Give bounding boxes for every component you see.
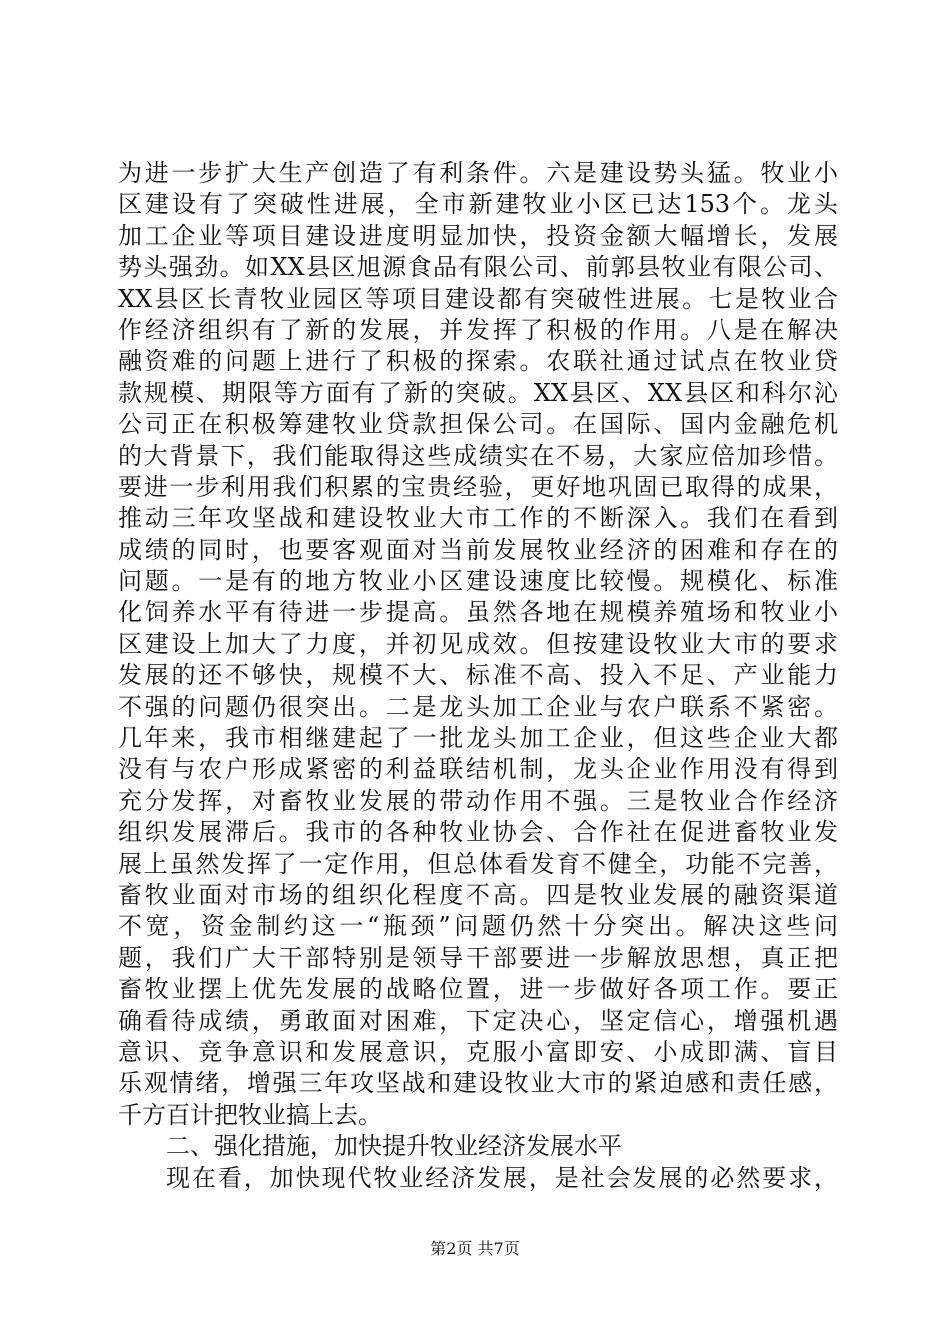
text-line: 不强的问题仍很突出。二是龙头加工企业与农户联系不紧密。 bbox=[118, 692, 838, 721]
text-line: 乐观情绪，增强三年攻坚战和建设牧业大市的紧迫感和责任感， bbox=[118, 1069, 838, 1098]
text-line: 推动三年攻坚战和建设牧业大市工作的不断深入。我们在看到 bbox=[118, 504, 838, 533]
text-line: 千方百计把牧业搞上去。 bbox=[118, 1100, 382, 1129]
text-line: 公司正在积极筹建牧业贷款担保公司。在国际、国内金融危机 bbox=[118, 410, 838, 439]
section-heading: 二、强化措施，加快提升牧业经济发展水平 bbox=[166, 1132, 622, 1161]
text-line: 现在看，加快现代牧业经济发展，是社会发展的必然要求， bbox=[166, 1163, 838, 1192]
text-line: 发展的还不够快，规模不大、标准不高、投入不足、产业能力 bbox=[118, 661, 838, 690]
text-line: 融资难的问题上进行了积极的探索。农联社通过试点在牧业贷 bbox=[118, 347, 838, 376]
text-line: 的大背景下，我们能取得这些成绩实在不易，大家应倍加珍惜。 bbox=[118, 441, 838, 470]
text-line: 区建设上加大了力度，并初见成效。但按建设牧业大市的要求 bbox=[118, 629, 838, 658]
text-line: 势头强劲。如XX县区旭源食品有限公司、前郭县牧业有限公司、 bbox=[118, 253, 838, 282]
text-line: 成绩的同时，也要客观面对当前发展牧业经济的困难和存在的 bbox=[118, 535, 838, 564]
text-line: 作经济组织有了新的发展，并发挥了积极的作用。八是在解决 bbox=[118, 315, 838, 344]
text-line: 畜牧业面对市场的组织化程度不高。四是牧业发展的融资渠道 bbox=[118, 880, 838, 909]
text-line: 畜牧业摆上优先发展的战略位置，进一步做好各项工作。要正 bbox=[118, 975, 838, 1004]
text-line: 款规模、期限等方面有了新的突破。XX县区、XX县区和科尔沁 bbox=[118, 378, 838, 407]
text-line: 不宽，资金制约这一“瓶颈”问题仍然十分突出。解决这些问 bbox=[118, 912, 838, 941]
text-line: 意识、竞争意识和发展意识，克服小富即安、小成即满、盲目 bbox=[118, 1037, 838, 1066]
text-line: 化饲养水平有待进一步提高。虽然各地在规模养殖场和牧业小 bbox=[118, 598, 838, 627]
text-line: 组织发展滞后。我市的各种牧业协会、合作社在促进畜牧业发 bbox=[118, 818, 838, 847]
text-line: 充分发挥，对畜牧业发展的带动作用不强。三是牧业合作经济 bbox=[118, 786, 838, 815]
text-line: 展上虽然发挥了一定作用，但总体看发育不健全，功能不完善， bbox=[118, 849, 838, 878]
text-line: XX县区长青牧业园区等项目建设都有突破性进展。七是牧业合 bbox=[118, 284, 838, 313]
text-line: 确看待成绩，勇敢面对困难，下定决心，坚定信心，增强机遇 bbox=[118, 1006, 838, 1035]
text-line: 问题。一是有的地方牧业小区建设速度比较慢。规模化、标准 bbox=[118, 567, 838, 596]
text-line: 加工企业等项目建设进度明显加快，投资金额大幅增长，发展 bbox=[118, 221, 838, 250]
text-line: 几年来，我市相继建起了一批龙头加工企业，但这些企业大都 bbox=[118, 724, 838, 753]
text-line: 区建设有了突破性进展，全市新建牧业小区已达153个。龙头 bbox=[118, 190, 838, 219]
body-text bbox=[118, 158, 838, 1194]
text-line: 题，我们广大干部特别是领导干部要进一步解放思想，真正把 bbox=[118, 943, 838, 972]
text-line: 要进一步利用我们积累的宝贵经验，更好地巩固已取得的成果， bbox=[118, 472, 838, 501]
page-number-footer: 第2页 共7页 bbox=[430, 1239, 520, 1258]
text-line: 没有与农户形成紧密的利益联结机制，龙头企业作用没有得到 bbox=[118, 755, 838, 784]
text-line: 为进一步扩大生产创造了有利条件。六是建设势头猛。牧业小 bbox=[118, 159, 838, 187]
